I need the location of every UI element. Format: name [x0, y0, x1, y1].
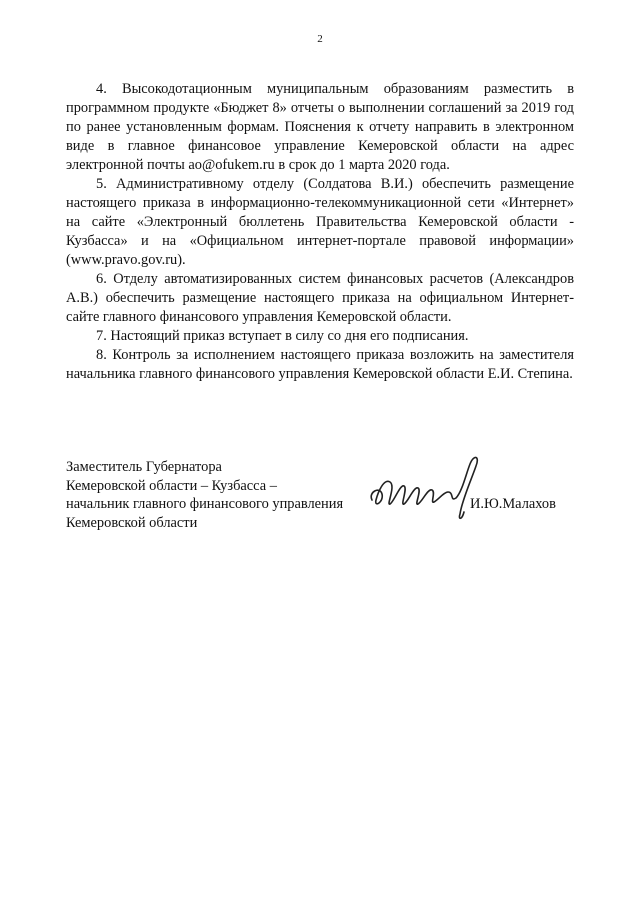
signatory-title — [66, 458, 343, 532]
paragraph-7: 7. Настоящий приказ вступает в силу со дня его подписания. — [96, 328, 469, 344]
signatory-title-line: Заместитель Губернатора — [66, 459, 222, 475]
signatory-title-line: Кемеровской области — [66, 514, 198, 531]
signatory-title-line: Кемеровской области – Кузбасса – — [66, 477, 277, 494]
order-body — [66, 80, 574, 384]
paragraph-8: 8. Контроль за исполнением настоящего приказа возложить на заместителя начальника главного финансового управления Кемеровской области Е.И. Степина. — [66, 347, 574, 382]
paragraph-6: 6. Отделу автоматизированных систем финансовых расчетов (Александров А.В.) обеспечить размещение настоящего приказа на официальном Интернет-сайте главного финансового управления Кемеровской области. — [66, 271, 574, 325]
paragraph-5: 5. Административному отделу (Солдатова В.И.) обеспечить размещение настоящего приказа в информационно-телекоммуникационной сети «Интернет» на сайте «Электронный бюллетень Правительства Кемеровской области - Кузбасса» и на «Официальном интернет-портале правовой информации» (www.pravo.gov.ru). — [66, 176, 574, 268]
paragraph-4: 4. Высокодотационным муниципальным образованиям разместить в программном продукте «Бюджет 8» отчеты о выполнении соглашений за 2019 год по ранее установленным формам. Пояснения к отчету направить в электронном виде в главное финансовое управление Кемеровской области на адрес электронной почты ao@ofukem.ru в срок до 1 марта 2020 года. — [66, 81, 574, 173]
signatory-title-line: начальник главного финансового управления — [66, 496, 344, 512]
signatory-name: И.Ю.Малахов — [470, 496, 556, 512]
signature-block — [66, 458, 576, 538]
page-number: 2 — [317, 33, 323, 45]
handwritten-signature — [366, 448, 486, 523]
